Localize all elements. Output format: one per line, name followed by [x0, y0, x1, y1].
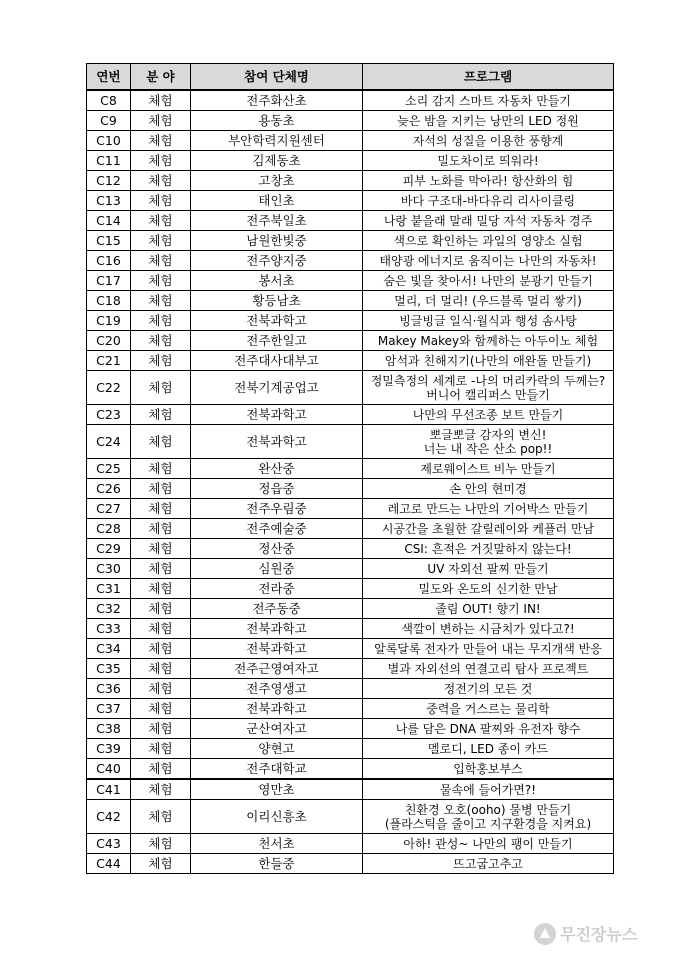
row-program [363, 131, 614, 151]
program-line: 친환경 오호(ooho) 물병 만들기 [404, 802, 572, 817]
table-row [87, 131, 614, 151]
program-line: 입학홍보부스 [453, 761, 523, 776]
row-field: 체험 [131, 171, 191, 191]
table-row [87, 800, 614, 834]
row-program [363, 111, 614, 131]
row-program [363, 90, 614, 111]
row-number: C27 [87, 499, 131, 519]
row-number: C12 [87, 171, 131, 191]
mountain-logo-icon [534, 923, 556, 945]
header-row [87, 64, 614, 91]
row-program [363, 679, 614, 699]
row-field: 체험 [131, 251, 191, 271]
table-row [87, 151, 614, 171]
row-field: 체험 [131, 479, 191, 499]
row-program [363, 405, 614, 425]
row-field: 체험 [131, 579, 191, 599]
program-line: 손 안의 현미경 [449, 481, 527, 496]
table-row [87, 639, 614, 659]
row-program [363, 311, 614, 331]
row-field: 체험 [131, 211, 191, 231]
program-line: 자석의 성질을 이용한 풍향계 [412, 133, 564, 148]
row-number: C42 [87, 800, 131, 834]
row-organization: 심원중 [191, 559, 363, 579]
program-table [86, 63, 614, 874]
row-organization: 전북기계공업고 [191, 371, 363, 405]
row-program [363, 371, 614, 405]
table-row [87, 579, 614, 599]
row-organization: 태인초 [191, 191, 363, 211]
row-field: 체험 [131, 834, 191, 854]
table-row [87, 599, 614, 619]
row-program [363, 251, 614, 271]
row-program [363, 559, 614, 579]
program-line: 나랑 붙을래 말래 밀당 자석 자동차 경주 [383, 213, 593, 228]
row-number: C14 [87, 211, 131, 231]
row-field: 체험 [131, 111, 191, 131]
row-program [363, 834, 614, 854]
table-row [87, 111, 614, 131]
program-line: 바다 구조대-바다유리 리사이클링 [400, 193, 576, 208]
row-program [363, 639, 614, 659]
row-field: 체험 [131, 291, 191, 311]
row-field: 체험 [131, 779, 191, 800]
watermark [534, 922, 637, 945]
row-organization: 전북과학고 [191, 639, 363, 659]
row-number: C25 [87, 459, 131, 479]
row-field: 체험 [131, 559, 191, 579]
program-line: 정밀측정의 세계로 -나의 머리카락의 두께는? [370, 373, 606, 388]
table-row [87, 619, 614, 639]
program-line: 숨은 빛을 찾아서! 나만의 분광기 만들기 [383, 273, 593, 288]
row-field: 체험 [131, 719, 191, 739]
program-line: 밀도차이로 띄워라! [437, 153, 539, 168]
table-row [87, 499, 614, 519]
program-line: 제로웨이스트 비누 만들기 [420, 461, 556, 476]
row-number: C29 [87, 539, 131, 559]
row-organization: 전북과학고 [191, 619, 363, 639]
row-organization: 전북과학고 [191, 425, 363, 459]
table-row [87, 211, 614, 231]
table-row [87, 231, 614, 251]
table-row [87, 699, 614, 719]
table-row [87, 171, 614, 191]
row-organization: 완산중 [191, 459, 363, 479]
program-line: (플라스틱을 줄이고 지구환경을 지켜요) [384, 816, 592, 831]
table-row [87, 854, 614, 874]
row-program [363, 425, 614, 459]
table-row [87, 519, 614, 539]
row-organization: 고창초 [191, 171, 363, 191]
row-field: 체험 [131, 331, 191, 351]
row-program [363, 519, 614, 539]
program-line: 색으로 확인하는 과일의 영양소 실험 [393, 233, 583, 248]
row-program [363, 579, 614, 599]
row-number: C35 [87, 659, 131, 679]
row-organization: 군산여자고 [191, 719, 363, 739]
program-line: 빙글빙글 일식·월식과 행성 솜사탕 [399, 313, 577, 328]
program-line: 알록달록 전자가 만들어 내는 무지개색 반응 [374, 641, 602, 656]
row-program [363, 191, 614, 211]
row-field: 체험 [131, 679, 191, 699]
table-row [87, 719, 614, 739]
table-row [87, 679, 614, 699]
row-organization: 전주우림중 [191, 499, 363, 519]
row-organization: 전주근영여자고 [191, 659, 363, 679]
row-field: 체험 [131, 271, 191, 291]
row-field: 체험 [131, 659, 191, 679]
table-row [87, 759, 614, 780]
row-organization: 전주한일고 [191, 331, 363, 351]
row-number: C36 [87, 679, 131, 699]
row-field: 체험 [131, 231, 191, 251]
row-program [363, 854, 614, 874]
row-field: 체험 [131, 599, 191, 619]
row-number: C32 [87, 599, 131, 619]
program-line: 아하! 관성~ 나만의 팽이 만들기 [403, 836, 573, 851]
row-number: C9 [87, 111, 131, 131]
row-field: 체험 [131, 519, 191, 539]
program-line: 태양광 에너지로 움직이는 나만의 자동차! [379, 253, 597, 268]
row-number: C24 [87, 425, 131, 459]
row-field: 체험 [131, 459, 191, 479]
program-line: 뜨고굽고추고 [453, 856, 523, 871]
row-number: C41 [87, 779, 131, 800]
row-program [363, 171, 614, 191]
row-organization: 한들중 [191, 854, 363, 874]
row-number: C33 [87, 619, 131, 639]
row-organization: 전주예술중 [191, 519, 363, 539]
row-organization: 전주북일초 [191, 211, 363, 231]
program-line: 멀리, 더 멀리! (우드블록 멀리 쌓기) [394, 293, 582, 308]
row-organization: 전북과학고 [191, 405, 363, 425]
row-organization: 남원한빛중 [191, 231, 363, 251]
program-line: 나를 담은 DNA 팔찌와 유전자 향수 [395, 721, 581, 736]
table-row [87, 559, 614, 579]
row-program [363, 151, 614, 171]
row-number: C28 [87, 519, 131, 539]
row-program [363, 699, 614, 719]
row-program [363, 739, 614, 759]
row-number: C10 [87, 131, 131, 151]
row-number: C22 [87, 371, 131, 405]
program-line: 졸림 OUT! 향기 IN! [435, 601, 541, 616]
row-number: C11 [87, 151, 131, 171]
row-field: 체험 [131, 311, 191, 331]
row-number: C21 [87, 351, 131, 371]
program-line: 소리 감지 스마트 자동차 만들기 [405, 93, 571, 108]
program-line: 버니어 캘리퍼스 만들기 [426, 387, 550, 402]
row-field: 체험 [131, 371, 191, 405]
table-row [87, 311, 614, 331]
program-line: 별과 자외선의 연결고리 탐사 프로젝트 [387, 661, 589, 676]
row-organization: 정읍중 [191, 479, 363, 499]
table-row [87, 351, 614, 371]
row-program [363, 271, 614, 291]
row-field: 체험 [131, 425, 191, 459]
row-program [363, 759, 614, 780]
row-organization: 용동초 [191, 111, 363, 131]
row-number: C18 [87, 291, 131, 311]
program-line: Makey Makey와 함께하는 아두이노 체험 [377, 333, 599, 348]
row-organization: 전주대학교 [191, 759, 363, 780]
row-field: 체험 [131, 539, 191, 559]
row-program [363, 800, 614, 834]
row-field: 체험 [131, 619, 191, 639]
row-program [363, 499, 614, 519]
row-program [363, 459, 614, 479]
program-line: 시공간을 초월한 갈릴레이와 케플러 만남 [381, 521, 595, 536]
row-organization: 전주동중 [191, 599, 363, 619]
table-row [87, 271, 614, 291]
row-field: 체험 [131, 759, 191, 780]
table-row [87, 659, 614, 679]
row-number: C16 [87, 251, 131, 271]
row-field: 체험 [131, 639, 191, 659]
row-number: C8 [87, 90, 131, 111]
row-organization: 전북과학고 [191, 311, 363, 331]
program-line: 색깔이 변하는 시금치가 있다고?! [401, 621, 575, 636]
row-field: 체험 [131, 739, 191, 759]
row-program [363, 291, 614, 311]
table-row [87, 291, 614, 311]
row-number: C43 [87, 834, 131, 854]
row-organization: 부안학력지원센터 [191, 131, 363, 151]
row-organization: 정산중 [191, 539, 363, 559]
row-program [363, 231, 614, 251]
row-organization: 영만초 [191, 779, 363, 800]
program-line: 중력을 거스르는 물리학 [426, 701, 550, 716]
row-program [363, 211, 614, 231]
watermark-text: 무진장뉴스 [560, 925, 638, 944]
table-row [87, 191, 614, 211]
row-organization: 전주양지중 [191, 251, 363, 271]
table-row [87, 331, 614, 351]
table-row [87, 739, 614, 759]
row-field: 체험 [131, 151, 191, 171]
row-field: 체험 [131, 191, 191, 211]
row-number: C26 [87, 479, 131, 499]
row-field: 체험 [131, 405, 191, 425]
program-line: UV 자외선 팔찌 만들기 [427, 561, 549, 576]
row-program [363, 619, 614, 639]
table-row [87, 371, 614, 405]
header-number: 연번 [87, 64, 131, 91]
row-program [363, 479, 614, 499]
row-program [363, 779, 614, 800]
row-organization: 양현고 [191, 739, 363, 759]
row-organization: 전라중 [191, 579, 363, 599]
row-organization: 전주화산초 [191, 90, 363, 111]
row-field: 체험 [131, 800, 191, 834]
row-number: C40 [87, 759, 131, 780]
row-organization: 이리신흥초 [191, 800, 363, 834]
program-line: 암석과 친해지기(나만의 애완돌 만들기) [384, 353, 592, 368]
row-program [363, 659, 614, 679]
row-number: C13 [87, 191, 131, 211]
program-line: 정전기의 모든 것 [443, 681, 533, 696]
row-program [363, 719, 614, 739]
row-field: 체험 [131, 90, 191, 111]
header-organization: 참여 단체명 [191, 64, 363, 91]
row-number: C23 [87, 405, 131, 425]
program-line: 너는 내 작은 산소 pop!! [423, 441, 553, 456]
row-field: 체험 [131, 131, 191, 151]
table-row [87, 779, 614, 800]
program-line: 나만의 무선조종 보트 만들기 [412, 407, 564, 422]
row-program [363, 351, 614, 371]
row-number: C37 [87, 699, 131, 719]
program-line: 멜로디, LED 종이 카드 [428, 741, 548, 756]
header-field: 분 야 [131, 64, 191, 91]
program-line: CSI: 흔적은 거짓말하지 않는다! [404, 541, 572, 556]
row-field: 체험 [131, 854, 191, 874]
program-line: 늦은 밤을 지키는 낭만의 LED 정원 [397, 113, 579, 128]
program-line: 피부 노화를 막아라! 항산화의 힘 [402, 173, 574, 188]
row-field: 체험 [131, 699, 191, 719]
row-program [363, 331, 614, 351]
program-line: 레고로 만드는 나만의 기어박스 만들기 [387, 501, 589, 516]
row-number: C38 [87, 719, 131, 739]
row-field: 체험 [131, 499, 191, 519]
row-organization: 전주영생고 [191, 679, 363, 699]
row-number: C44 [87, 854, 131, 874]
row-field: 체험 [131, 351, 191, 371]
table-row [87, 459, 614, 479]
row-number: C20 [87, 331, 131, 351]
row-number: C39 [87, 739, 131, 759]
table-row [87, 405, 614, 425]
row-organization: 전주대사대부고 [191, 351, 363, 371]
program-line: 물속에 들어가면?! [439, 782, 537, 797]
row-program [363, 539, 614, 559]
row-organization: 김제동초 [191, 151, 363, 171]
row-number: C30 [87, 559, 131, 579]
table-row [87, 90, 614, 111]
row-number: C15 [87, 231, 131, 251]
row-number: C34 [87, 639, 131, 659]
row-organization: 황등남초 [191, 291, 363, 311]
table-row [87, 425, 614, 459]
row-number: C17 [87, 271, 131, 291]
row-number: C31 [87, 579, 131, 599]
row-organization: 봉서초 [191, 271, 363, 291]
header-program: 프로그램 [363, 64, 614, 91]
table-row [87, 834, 614, 854]
row-program [363, 599, 614, 619]
row-number: C19 [87, 311, 131, 331]
table-row [87, 539, 614, 559]
row-organization: 천서초 [191, 834, 363, 854]
table-row [87, 479, 614, 499]
row-organization: 전북과학고 [191, 699, 363, 719]
program-line: 뽀글뽀글 감자의 변신! [429, 427, 547, 442]
table-row [87, 251, 614, 271]
program-line: 밀도와 온도의 신기한 만남 [418, 581, 558, 596]
